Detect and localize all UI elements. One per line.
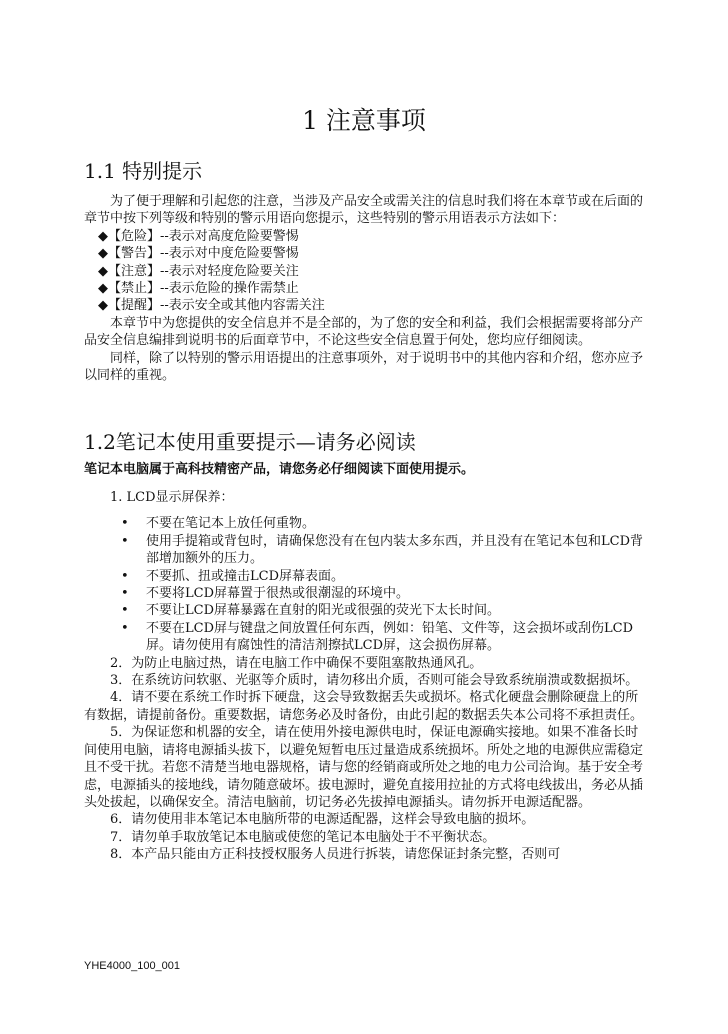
diamond-bullet-icon: ◆ (98, 263, 108, 279)
section-heading-1-2: 1.2笔记本使用重要提示—请务必阅读 (84, 430, 416, 454)
diamond-bullet-icon: ◆ (98, 246, 108, 262)
lcd-care-item (84, 515, 646, 532)
warning-level-item (84, 228, 646, 245)
bullet-dot-icon: • (121, 568, 129, 584)
lcd-care-text: 使用手提箱或背包时，请确保您没有在包内装太多东西，并且没有在笔记本包和LCD背部增加额外的压力。 (146, 533, 644, 567)
bullet-dot-icon: • (121, 603, 129, 619)
warning-level-text: 【注意】--表示对轻度危险要关注 (108, 263, 299, 279)
lcd-care-text: 不要在笔记本上放任何重物。 (146, 516, 316, 532)
bullet-dot-icon: • (121, 586, 129, 602)
warning-level-text: 【危险】--表示对高度危险要警惕 (108, 228, 299, 244)
diamond-bullet-icon: ◆ (98, 228, 108, 244)
bold-intro: 笔记本电脑属于高科技精密产品，请您务必仔细阅读下面使用提示。 (84, 462, 475, 477)
intro-paragraph: 为了便于理解和引起您的注意，当涉及产品安全或需关注的信息时我们将在本章节或在后面的章节中按下列等级和特别的警示用语向您提示，这些特别的警示用语表示方法如下： (84, 194, 644, 227)
numbered-item: 5．为保证您和机器的安全，请在使用外接电源供电时，保证电源确实接地。如果不准备长时间使用电脑，请将电源插头拔下，以避免短暂电压过量造成系统损坏。所处之地的电源供应需稳定且不受干扰。若您不清楚当地电器规格，请与您的经销商或所处之地的电力公司洽询。基于安全考虑，电源插头的接地线，请勿随意破坏。拔电源时，避免直接用拉扯的方式将电线拔出，务必从插头处拔起，以确保安全。清洁电脑前，切记务必先拔掉电源插头。请勿拆开电源适配器。 (84, 725, 644, 810)
warning-levels-list (84, 228, 646, 315)
warning-level-item (84, 263, 646, 280)
numbered-item: 4．请不要在系统工作时拆下硬盘，这会导致数据丢失或损坏。格式化硬盘会删除硬盘上的所有数据，请提前备份。重要数据，请您务必及时备份，由此引起的数据丢失本公司将不承担责任。 (84, 690, 644, 723)
warning-level-text: 【警告】--表示对中度危险要警惕 (108, 246, 299, 262)
bullet-dot-icon: • (121, 533, 129, 549)
lcd-care-item (84, 585, 646, 602)
lcd-care-item (84, 620, 646, 655)
numbered-item: 6．请勿使用非本笔记本电脑所带的电源适配器，这样会导致电脑的损坏。 (110, 812, 535, 828)
section-1-2-body (84, 489, 646, 864)
lcd-care-item (84, 533, 646, 568)
section-1-1-body (84, 193, 646, 384)
chapter-title: 1 注意事项 (302, 106, 426, 135)
lcd-care-item (84, 602, 646, 619)
warning-level-item (84, 245, 646, 262)
bullet-dot-icon: • (121, 620, 129, 636)
warning-level-item (84, 280, 646, 297)
numbered-item: 2．为防止电脑过热，请在电脑工作中确保不要阻塞散热通风孔。 (110, 655, 483, 671)
diamond-bullet-icon: ◆ (98, 281, 108, 297)
numbered-item: 3．在系统访问软驱、光驱等介质时，请勿移出介质，否则可能会导致系统崩溃或数据损坏。 (110, 673, 639, 689)
bullet-dot-icon: • (121, 516, 129, 532)
lcd-care-text: 不要抓、扭或撞击LCD屏幕表面。 (146, 568, 345, 584)
section-heading-1-1: 1.1 特别提示 (84, 159, 203, 183)
warning-level-text: 【提醒】--表示安全或其他内容需关注 (108, 298, 325, 314)
other-content-paragraph: 同样，除了以特别的警示用语提出的注意事项外，对于说明书中的其他内容和介绍，您亦应予以同样的重视。 (84, 350, 644, 384)
warning-level-item (84, 297, 646, 314)
diamond-bullet-icon: ◆ (98, 298, 108, 314)
lcd-care-item (84, 568, 646, 585)
lcd-care-list (84, 515, 646, 654)
lcd-care-text: 不要让LCD屏幕暴露在直射的阳光或很强的荧光下太长时间。 (146, 603, 501, 619)
lcd-care-title: 1. LCD显示屏保养： (110, 490, 234, 505)
warning-level-text: 【禁止】--表示危险的操作需禁止 (108, 281, 299, 297)
safety-info-paragraph: 本章节中为您提供的安全信息并不是全部的，为了您的安全和利益，我们会根据需要将部分产品安全信息编排到说明书的后面章节中，不论这些安全信息置于何处，您均应仔细阅读。 (84, 315, 644, 349)
numbered-item: 7．请勿单手取放笔记本电脑或使您的笔记本电脑处于不平衡状态。 (110, 829, 496, 845)
lcd-care-text: 不要将LCD屏幕置于很热或很潮湿的环境中。 (146, 586, 410, 602)
numbered-item: 8．本产品只能由方正科技授权服务人员进行拆装，请您保证封条完整，否则可 (110, 847, 561, 863)
lcd-care-text: 不要在LCD屏与键盘之间放置任何东西，例如：铅笔、文件等，这会损坏或刮伤LCD屏。请勿使用有腐蚀性的清洁剂擦拭LCD屏，这会损伤屏幕。 (146, 620, 634, 654)
document-code-footer: YHE4000_100_001 (84, 960, 181, 972)
